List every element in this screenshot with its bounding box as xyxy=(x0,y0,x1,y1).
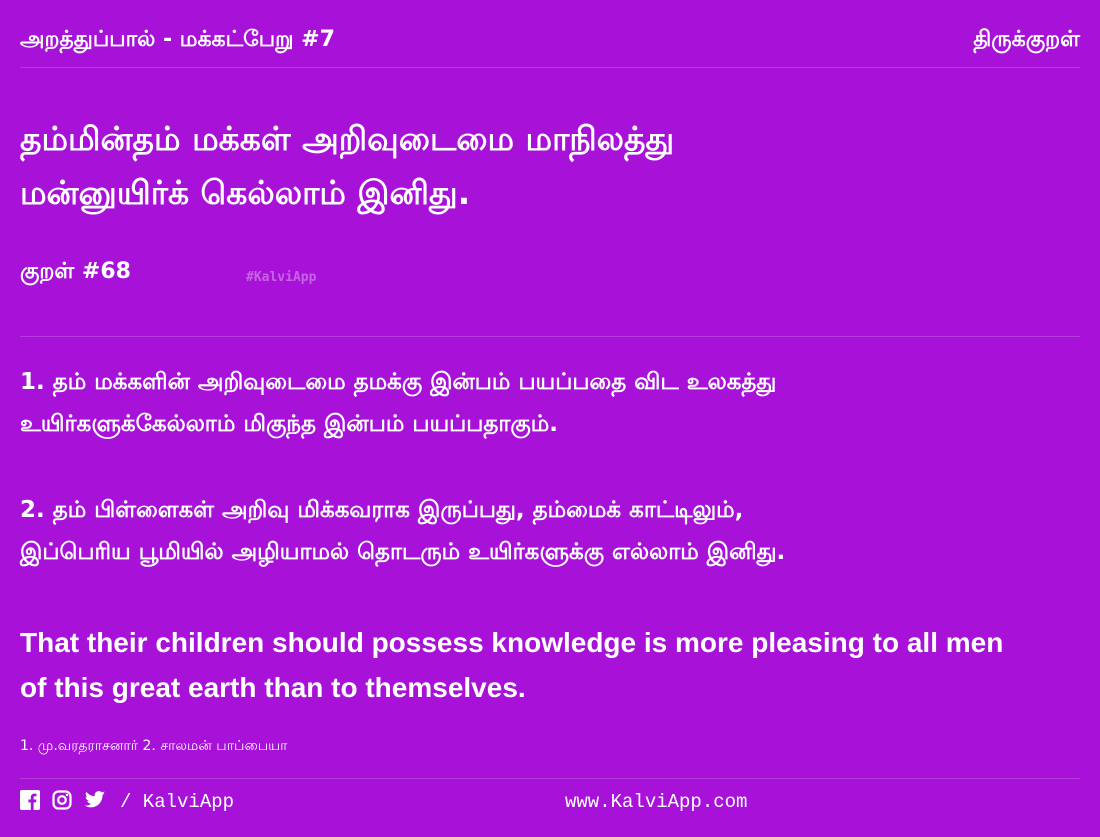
explanation-1 xyxy=(20,361,1080,445)
kural-verse xyxy=(20,112,1080,220)
explanation-1-line-2: உயிர்களுக்கேல்லாம் மிகுந்த இன்பம் பயப்பதாகும். xyxy=(20,411,558,437)
kural-number: குறள் #68 xyxy=(20,259,131,284)
english-translation xyxy=(20,620,1080,710)
header xyxy=(20,24,1080,58)
explanation-1-line-1: 1. தம் மக்களின் அறிவுடைமை தமக்கு இன்பம் பயப்பதை விட உலகத்து xyxy=(20,369,777,395)
book-title: திருக்குறள் xyxy=(973,27,1080,52)
card xyxy=(20,0,1080,837)
explanation-2-line-1: 2. தம் பிள்ளைகள் அறிவு மிக்கவராக இருப்பது, தம்மைக் காட்டிலும், xyxy=(20,497,744,523)
english-line-1: That their children should possess knowledge is more pleasing to all men xyxy=(20,627,1004,658)
header-divider xyxy=(20,67,1080,68)
social-handle[interactable]: / KalviApp xyxy=(120,791,235,813)
explanation-2 xyxy=(20,489,1080,573)
facebook-icon[interactable] xyxy=(20,790,40,810)
footer xyxy=(20,790,1080,816)
kural-line-2: மன்னுயிர்க் கெல்லாம் இனிது. xyxy=(20,173,471,212)
commentary-credit: 1. மு.வரதராசனார் 2. சாலமன் பாப்பையா xyxy=(20,738,288,754)
verse-divider xyxy=(20,336,1080,337)
footer-divider xyxy=(20,778,1080,779)
twitter-icon[interactable] xyxy=(84,790,106,810)
section-title: அறத்துப்பால் - மக்கட்பேறு #7 xyxy=(20,27,335,52)
explanation-2-line-2: இப்பெரிய பூமியில் அழியாமல் தொடரும் உயிர்களுக்கு எல்லாம் இனிது. xyxy=(20,539,786,565)
instagram-icon[interactable] xyxy=(52,790,72,810)
kural-line-1: தம்மின்தம் மக்கள் அறிவுடைமை மாநிலத்து xyxy=(20,119,675,158)
website-link[interactable]: www.KalviApp.com xyxy=(565,791,748,813)
english-line-2: of this great earth than to themselves. xyxy=(20,672,526,703)
watermark-tag: #KalviApp xyxy=(246,270,317,285)
social-icons xyxy=(20,790,106,810)
